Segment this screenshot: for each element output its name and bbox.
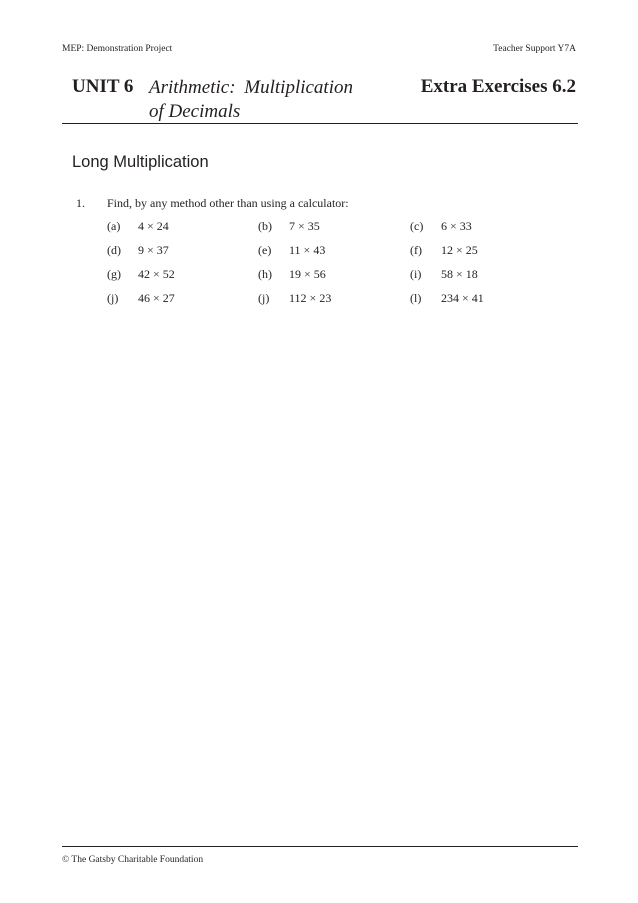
part-expression: 42 × 52	[138, 267, 175, 281]
exercises-title: Extra Exercises 6.2	[420, 76, 576, 97]
part-expression: 11 × 43	[289, 243, 326, 257]
part-label: (j)	[107, 291, 119, 305]
part-expression: 7 × 35	[289, 219, 320, 233]
unit-topic-line2: of Decimals	[149, 101, 241, 122]
section-heading: Long Multiplication	[72, 153, 209, 171]
part-label: (e)	[258, 243, 272, 257]
part-label: (c)	[410, 219, 424, 233]
question-text: Find, by any method other than using a calculator:	[107, 196, 349, 210]
part-label: (l)	[410, 291, 422, 305]
part-expression: 234 × 41	[441, 291, 484, 305]
part-label: (i)	[410, 267, 422, 281]
part-label: (d)	[107, 243, 121, 257]
part-label: (b)	[258, 219, 272, 233]
part-expression: 112 × 23	[289, 291, 332, 305]
header-support-label: Teacher Support Y7A	[493, 44, 576, 54]
part-label: (j)	[258, 291, 270, 305]
part-expression: 58 × 18	[441, 267, 478, 281]
unit-title: UNIT 6	[72, 76, 134, 97]
footer-copyright: © The Gatsby Charitable Foundation	[62, 855, 204, 865]
header-project-name: MEP: Demonstration Project	[62, 44, 173, 54]
part-expression: 6 × 33	[441, 219, 472, 233]
part-expression: 9 × 37	[138, 243, 169, 257]
part-expression: 46 × 27	[138, 291, 175, 305]
part-label: (f)	[410, 243, 422, 257]
part-label: (g)	[107, 267, 121, 281]
part-expression: 12 × 25	[441, 243, 478, 257]
unit-topic-line1: Arithmetic: Multiplication	[149, 77, 353, 98]
part-label: (a)	[107, 219, 121, 233]
part-expression: 4 × 24	[138, 219, 169, 233]
part-expression: 19 × 56	[289, 267, 326, 281]
footer-divider	[62, 846, 578, 847]
part-label: (h)	[258, 267, 272, 281]
question-number: 1.	[76, 196, 85, 210]
